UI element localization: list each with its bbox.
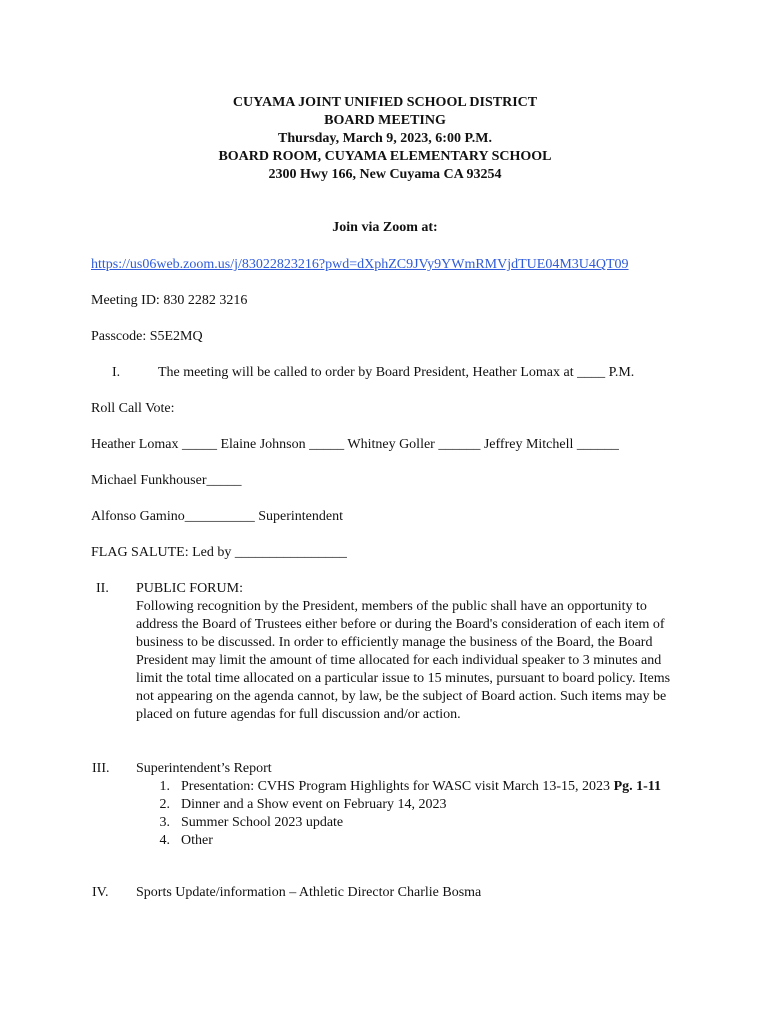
meeting-type: BOARD MEETING: [324, 113, 446, 128]
meeting-address: 2300 Hwy 166, New Cuyama CA 93254: [268, 167, 502, 182]
superintendent-report-title: Superintendent’s Report: [136, 761, 272, 776]
item-3-numeral: III.: [92, 761, 110, 776]
zoom-link[interactable]: https://us06web.zoom.us/j/83022823216?pwd=dXphZC9JVy9YWmRMVjdTUE04M3U4QT09: [91, 257, 629, 272]
list-item: 3. Summer School 2023 update: [159, 815, 344, 830]
passcode: Passcode: S5E2MQ: [91, 329, 203, 344]
item-2-numeral: II.: [96, 581, 109, 596]
roll-call-line-1: Heather Lomax _____ Elaine Johnson _____ Whitney Goller ______ Jeffrey Mitchell ______: [91, 437, 619, 452]
report-subitems: [136, 778, 681, 850]
superintendent-report: [136, 760, 681, 850]
public-forum-body: Following recognition by the President, members of the public shall have an opportunity to address the Board of Trustees either before or during the Board's consideration of each item of business to be discussed. In order to efficiently manage the business of the Board, the Board President may limit the amount of time allocated for each individual speaker to 3 minutes and limit the total time allocated on a particular issue to 15 minutes, pursuant to board policy. Items not appearing on the agenda cannot, by law, be the subject of Board action. Such items may be placed on future agendas for full discussion and/or action.: [136, 599, 671, 722]
roll-call-line-3: Alfonso Gamino__________ Superintendent: [91, 509, 343, 524]
roll-call-label: Roll Call Vote:: [91, 401, 175, 416]
zoom-title: Join via Zoom at:: [332, 220, 438, 235]
item-1-text: The meeting will be called to order by Board President, Heather Lomax at ____ P.M.: [158, 365, 635, 380]
meeting-id: Meeting ID: 830 2282 3216: [91, 293, 248, 308]
list-item: 4. Other: [159, 833, 213, 848]
roll-call-line-2: Michael Funkhouser_____: [91, 473, 242, 488]
flag-salute: FLAG SALUTE: Led by ________________: [91, 545, 347, 560]
item-1-numeral: I.: [112, 365, 121, 380]
public-forum-title: PUBLIC FORUM:: [136, 581, 243, 596]
list-item: 1. Presentation: CVHS Program Highlights for WASC visit March 13-15, 2023 Pg. 1-11: [159, 779, 662, 794]
district-name: CUYAMA JOINT UNIFIED SCHOOL DISTRICT: [232, 95, 538, 110]
list-item: 2. Dinner and a Show event on February 14, 2023: [159, 797, 447, 812]
document-header: [0, 94, 770, 184]
sports-update: Sports Update/information – Athletic Director Charlie Bosma: [136, 885, 482, 900]
meeting-location: BOARD ROOM, CUYAMA ELEMENTARY SCHOOL: [218, 149, 552, 164]
item-4-numeral: IV.: [92, 885, 109, 900]
meeting-date: Thursday, March 9, 2023, 6:00 P.M.: [278, 131, 492, 146]
public-forum: [136, 580, 681, 724]
